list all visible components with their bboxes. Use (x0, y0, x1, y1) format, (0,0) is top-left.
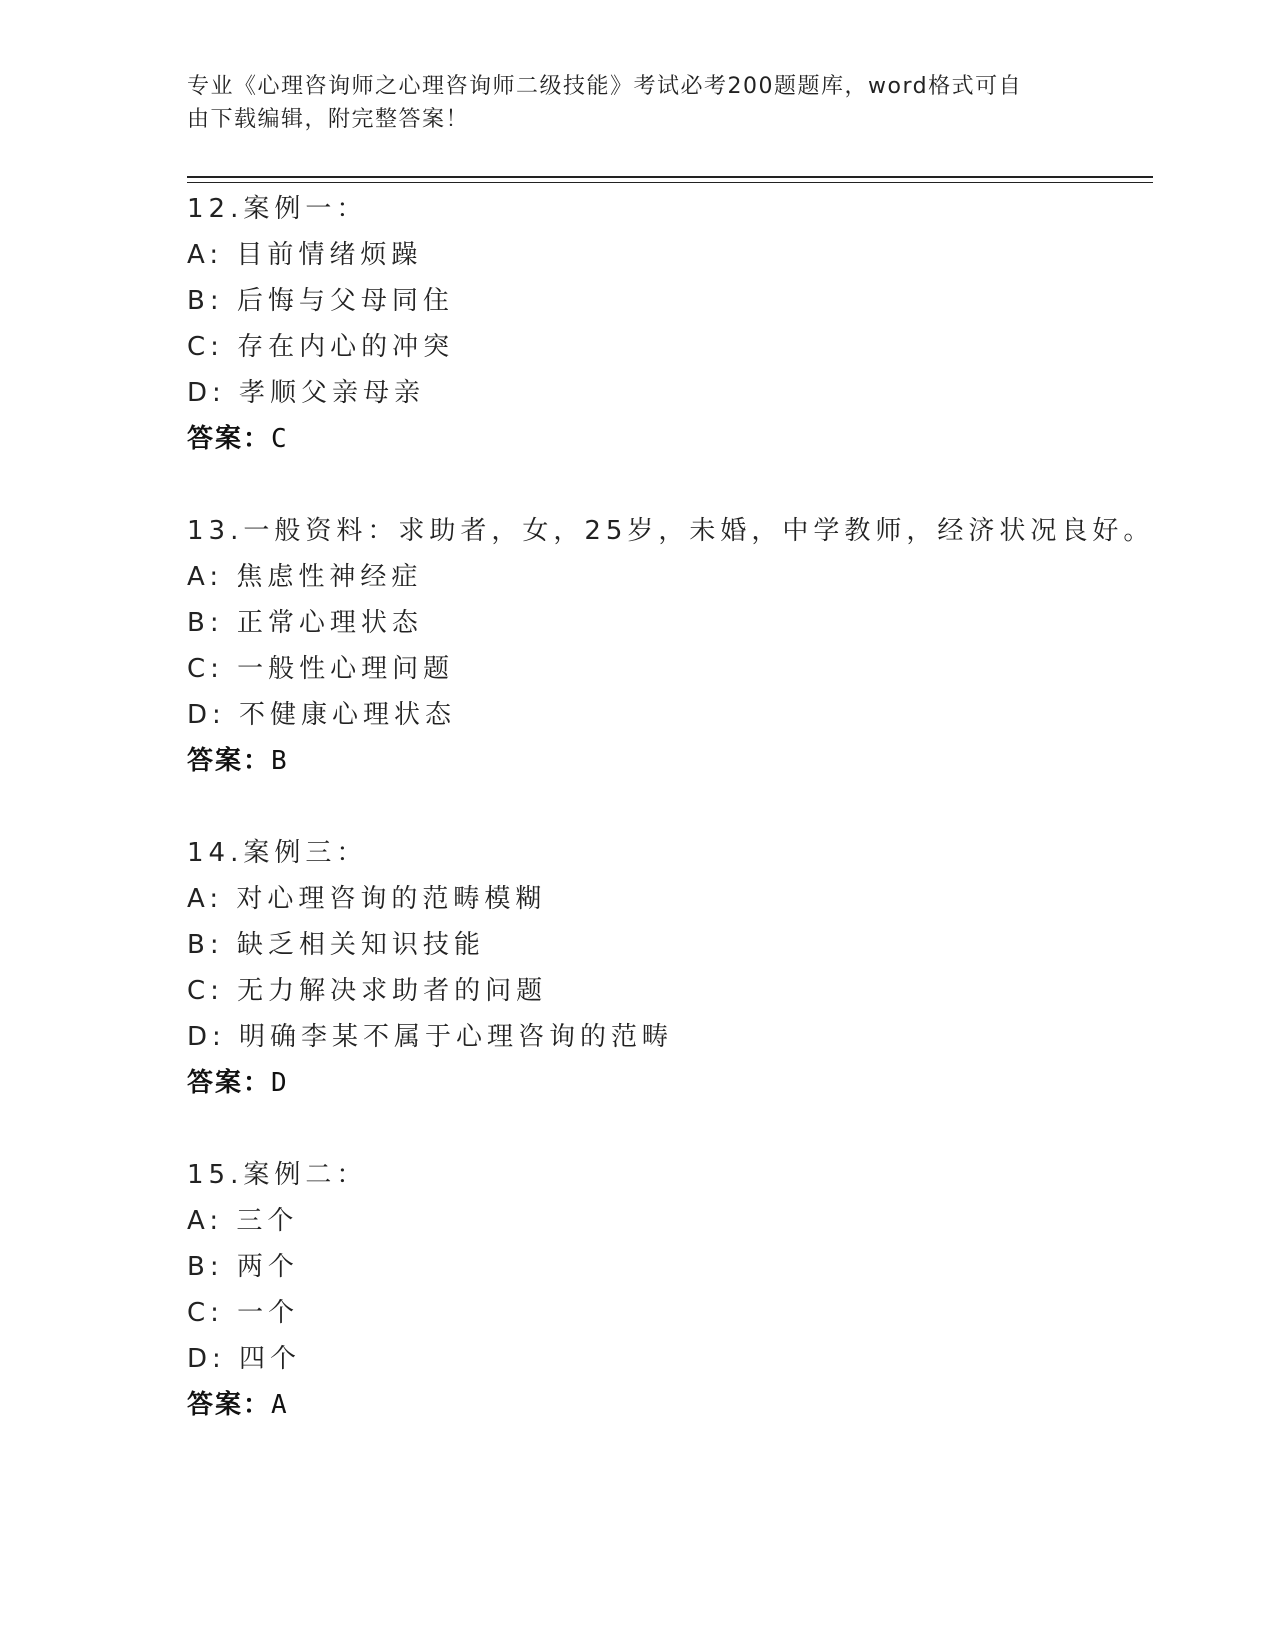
option-c: C: 一般性心理问题 (187, 654, 455, 684)
option-a: A: 焦虑性神经症 (187, 562, 423, 592)
option-a: A: 三个 (187, 1206, 299, 1236)
header-line-1: 专业《心理咨询师之心理咨询师二级技能》考试必考200题题库，word格式可自 (187, 74, 1023, 99)
question-stem: 13.一般资料：求助者，女，25岁，未婚，中学教师，经济状况良好。 (187, 516, 1155, 546)
header-divider-bottom (187, 182, 1153, 183)
option-c: C: 一个 (187, 1298, 300, 1328)
answer-line (187, 738, 1187, 784)
answer-value: A (271, 1390, 289, 1420)
option-d: D: 四个 (187, 1344, 302, 1374)
question-stem: 12.案例一： (187, 194, 368, 224)
option-c: C: 存在内心的冲突 (187, 332, 455, 362)
question-stem: 14.案例三： (187, 838, 368, 868)
question-14 (187, 830, 1187, 1106)
option-a: A: 对心理咨询的范畴模糊 (187, 884, 547, 914)
option-d: D: 孝顺父亲母亲 (187, 378, 426, 408)
option-b: B: 缺乏相关知识技能 (187, 930, 485, 960)
answer-line (187, 416, 1187, 462)
question-13 (187, 508, 1187, 784)
option-a: A: 目前情绪烦躁 (187, 240, 423, 270)
header-line-2: 由下载编辑，附完整答案！ (187, 107, 470, 132)
answer-line (187, 1382, 1187, 1428)
answer-label: 答案： (187, 424, 272, 454)
answer-value: C (271, 424, 289, 454)
question-stem: 15.案例二： (187, 1160, 368, 1190)
answer-line (187, 1060, 1187, 1106)
answer-label: 答案： (187, 1390, 272, 1420)
answer-value: D (271, 1068, 289, 1098)
option-d: D: 不健康心理状态 (187, 700, 457, 730)
answer-label: 答案： (187, 1068, 272, 1098)
answer-label: 答案： (187, 746, 272, 776)
answer-value: B (271, 746, 289, 776)
header-divider-top (187, 176, 1153, 178)
option-b: B: 两个 (187, 1252, 299, 1282)
question-12 (187, 186, 1187, 462)
document-header (187, 70, 1067, 136)
option-d: D: 明确李某不属于心理咨询的范畴 (187, 1022, 674, 1052)
option-c: C: 无力解决求助者的问题 (187, 976, 548, 1006)
question-15 (187, 1152, 1187, 1428)
option-b: B: 正常心理状态 (187, 608, 423, 638)
option-b: B: 后悔与父母同住 (187, 286, 454, 316)
